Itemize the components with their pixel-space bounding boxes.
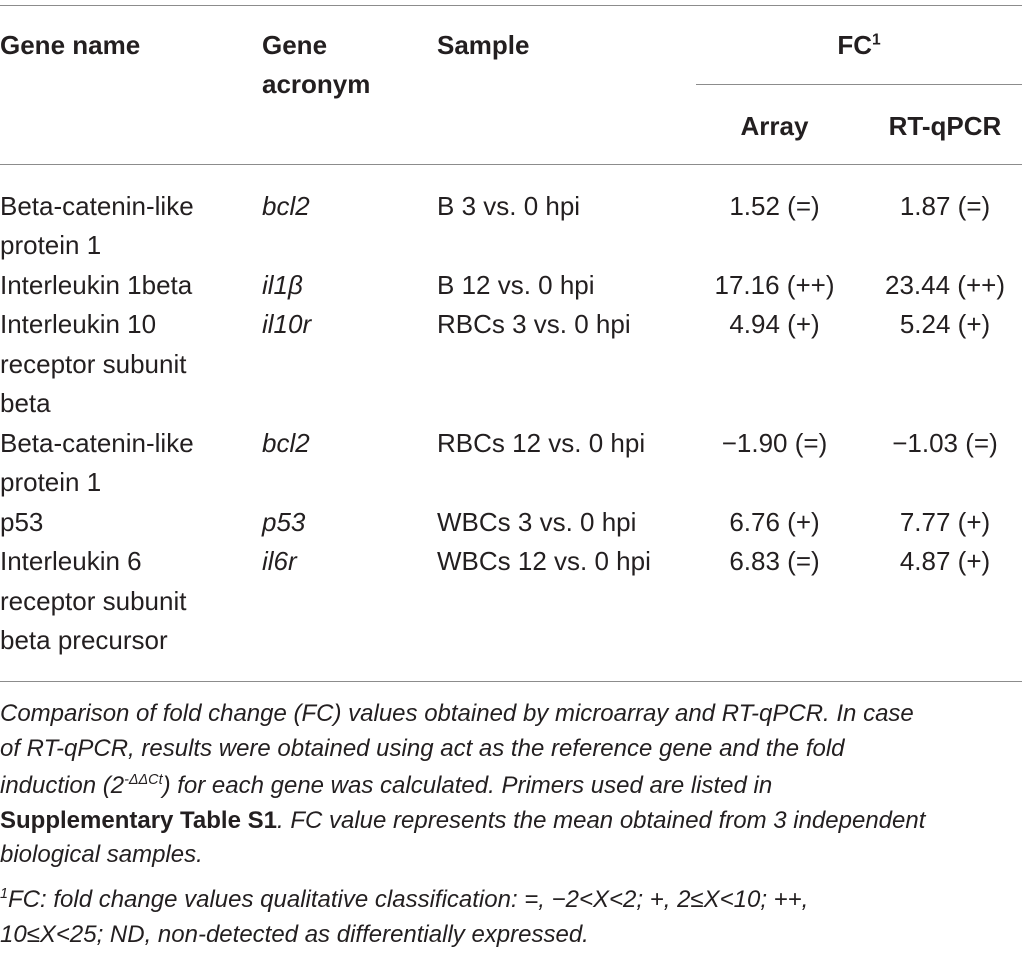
gene-name: p53 [0, 507, 44, 537]
footnote-fc-note: 10≤X<25; ND, non-detected as differentially expressed. [0, 921, 589, 948]
gene-acronym: bcl2 [262, 428, 310, 458]
rtqpcr-value: −1.03 (=) [892, 428, 998, 458]
footnote-line: Supplementary Table S1. FC value represents the mean obtained from 3 independent [0, 807, 926, 834]
header-gene-acronym-1: Gene [262, 30, 328, 60]
gene-name: Interleukin 6 [0, 546, 142, 576]
header-array: Array [740, 111, 809, 141]
gene-acronym: il6r [262, 546, 297, 576]
header-rtqpcr: RT-qPCR [888, 111, 1002, 141]
rtqpcr-value: 7.77 (+) [899, 507, 991, 537]
header-fc: $FC^1$ [837, 30, 881, 60]
array-value: 6.83 (=) [729, 546, 820, 576]
rtqpcr-value: 23.44 (++) [885, 270, 1005, 300]
array-value: 6.76 (+) [729, 507, 820, 537]
gene-name: protein 1 [0, 230, 102, 260]
gene-name: receptor subunit [0, 349, 187, 379]
gene-name: Interleukin 1beta [0, 270, 193, 300]
gene-acronym: bcl2 [262, 191, 310, 221]
array-value: 17.16 (++) [714, 270, 835, 300]
gene-name: Beta-catenin-like [0, 191, 194, 221]
sample: WBCs 12 vs. 0 hpi [437, 546, 651, 576]
gene-name: Beta-catenin-like [0, 428, 194, 458]
fc-rule [696, 84, 1022, 85]
footnote-line: induction $(2^{-\Delta\Delta Ct})$ for each gene was calculated. Primers used are listed in [0, 772, 773, 799]
table-bottom-rule [0, 681, 1022, 682]
gene-acronym: p53 [262, 507, 306, 537]
gene-acronym: il1β [262, 270, 303, 300]
footnote-line: Comparison of fold change (FC) values obtained by microarray and RT-qPCR. In case [0, 700, 914, 727]
sample: B 12 vs. 0 hpi [437, 270, 595, 300]
gene-acronym: il10r [262, 309, 312, 339]
sample: B 3 vs. 0 hpi [437, 191, 581, 221]
footnote-line: biological samples. [0, 841, 203, 868]
gene-name: protein 1 [0, 467, 102, 497]
sample: RBCs 3 vs. 0 hpi [437, 309, 631, 339]
header-sample: Sample [437, 30, 530, 60]
sample: WBCs 3 vs. 0 hpi [437, 507, 637, 537]
array-value: −1.90 (=) [721, 428, 828, 458]
footnote-fc-note: $^1$FC: fold change values qualitative classification: =, −2<X<2; +, 2≤X<10; ++, [0, 886, 809, 913]
rtqpcr-value: 5.24 (+) [899, 309, 991, 339]
rtqpcr-value: 1.87 (=) [899, 191, 991, 221]
header-gene-name: Gene name [0, 30, 141, 60]
top-rule [0, 5, 1022, 6]
header-bottom-rule [0, 164, 1022, 165]
header-gene-acronym-2: acronym [262, 69, 371, 99]
gene-name: beta precursor [0, 625, 168, 655]
gene-name: receptor subunit [0, 586, 187, 616]
gene-name: beta [0, 388, 51, 418]
supplementary-table-ref: Supplementary Table S1 [0, 807, 277, 834]
array-value: 1.52 (=) [729, 191, 820, 221]
rtqpcr-value: 4.87 (+) [899, 546, 991, 576]
footnote-line: of RT-qPCR, results were obtained using act as the reference gene and the fold [0, 735, 845, 762]
sample: RBCs 12 vs. 0 hpi [437, 428, 646, 458]
gene-name: Interleukin 10 [0, 309, 157, 339]
array-value: 4.94 (+) [729, 309, 820, 339]
